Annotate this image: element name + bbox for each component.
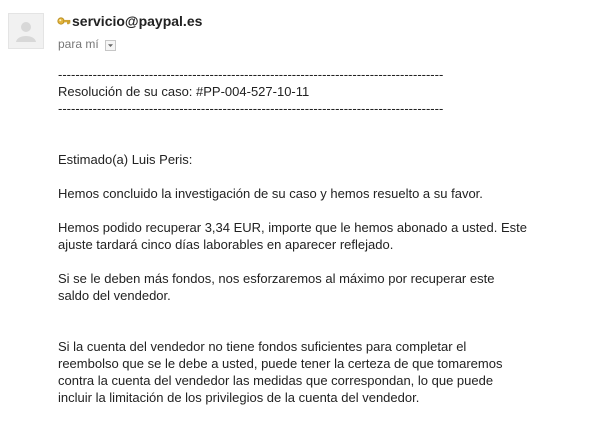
paragraph-2-line-2: ajuste tardará cinco días laborables en aparecer reflejado. (58, 237, 394, 252)
paragraph-3-line-1: Si se le deben más fondos, nos esforzaremos al máximo por recuperar este (58, 271, 495, 286)
sender-email[interactable]: servicio@paypal.es (72, 13, 203, 29)
separator-line: ----------------------------------------------------------------------------------------- (58, 67, 444, 82)
paragraph-4-line-3: contra la cuenta del vendedor las medidas que correspondan, lo que puede (58, 373, 494, 388)
greeting: Estimado(a) Luis Peris: (58, 152, 193, 167)
paragraph-1: Hemos concluido la investigación de su caso y hemos resuelto a su favor. (58, 186, 483, 201)
sender-row (57, 12, 202, 30)
recipient-label: para mí (58, 37, 99, 51)
sender-avatar[interactable] (8, 13, 44, 49)
case-resolution-line: Resolución de su caso: #PP-004-527-10-11 (58, 84, 310, 99)
paragraph-2-line-1: Hemos podido recuperar 3,34 EUR, importe que le hemos abonado a usted. Este (58, 220, 527, 235)
paragraph-3-line-2: saldo del vendedor. (58, 288, 171, 303)
separator-line: ----------------------------------------------------------------------------------------- (58, 101, 444, 116)
avatar-placeholder-icon (9, 14, 43, 48)
key-icon (57, 15, 71, 27)
paragraph-4-line-1: Si la cuenta del vendedor no tiene fondos suficientes para completar el (58, 339, 467, 354)
chevron-down-icon (106, 41, 115, 50)
recipient-row (58, 36, 116, 52)
paragraph-4-line-2: reembolso que se le debe a usted, puede tener la certeza de que tomaremos (58, 356, 503, 371)
email-body (58, 66, 608, 406)
paragraph-4-line-4: incluir la limitación de los privilegios de la cuenta del vendedor. (58, 390, 420, 405)
details-dropdown-button[interactable] (105, 40, 116, 51)
